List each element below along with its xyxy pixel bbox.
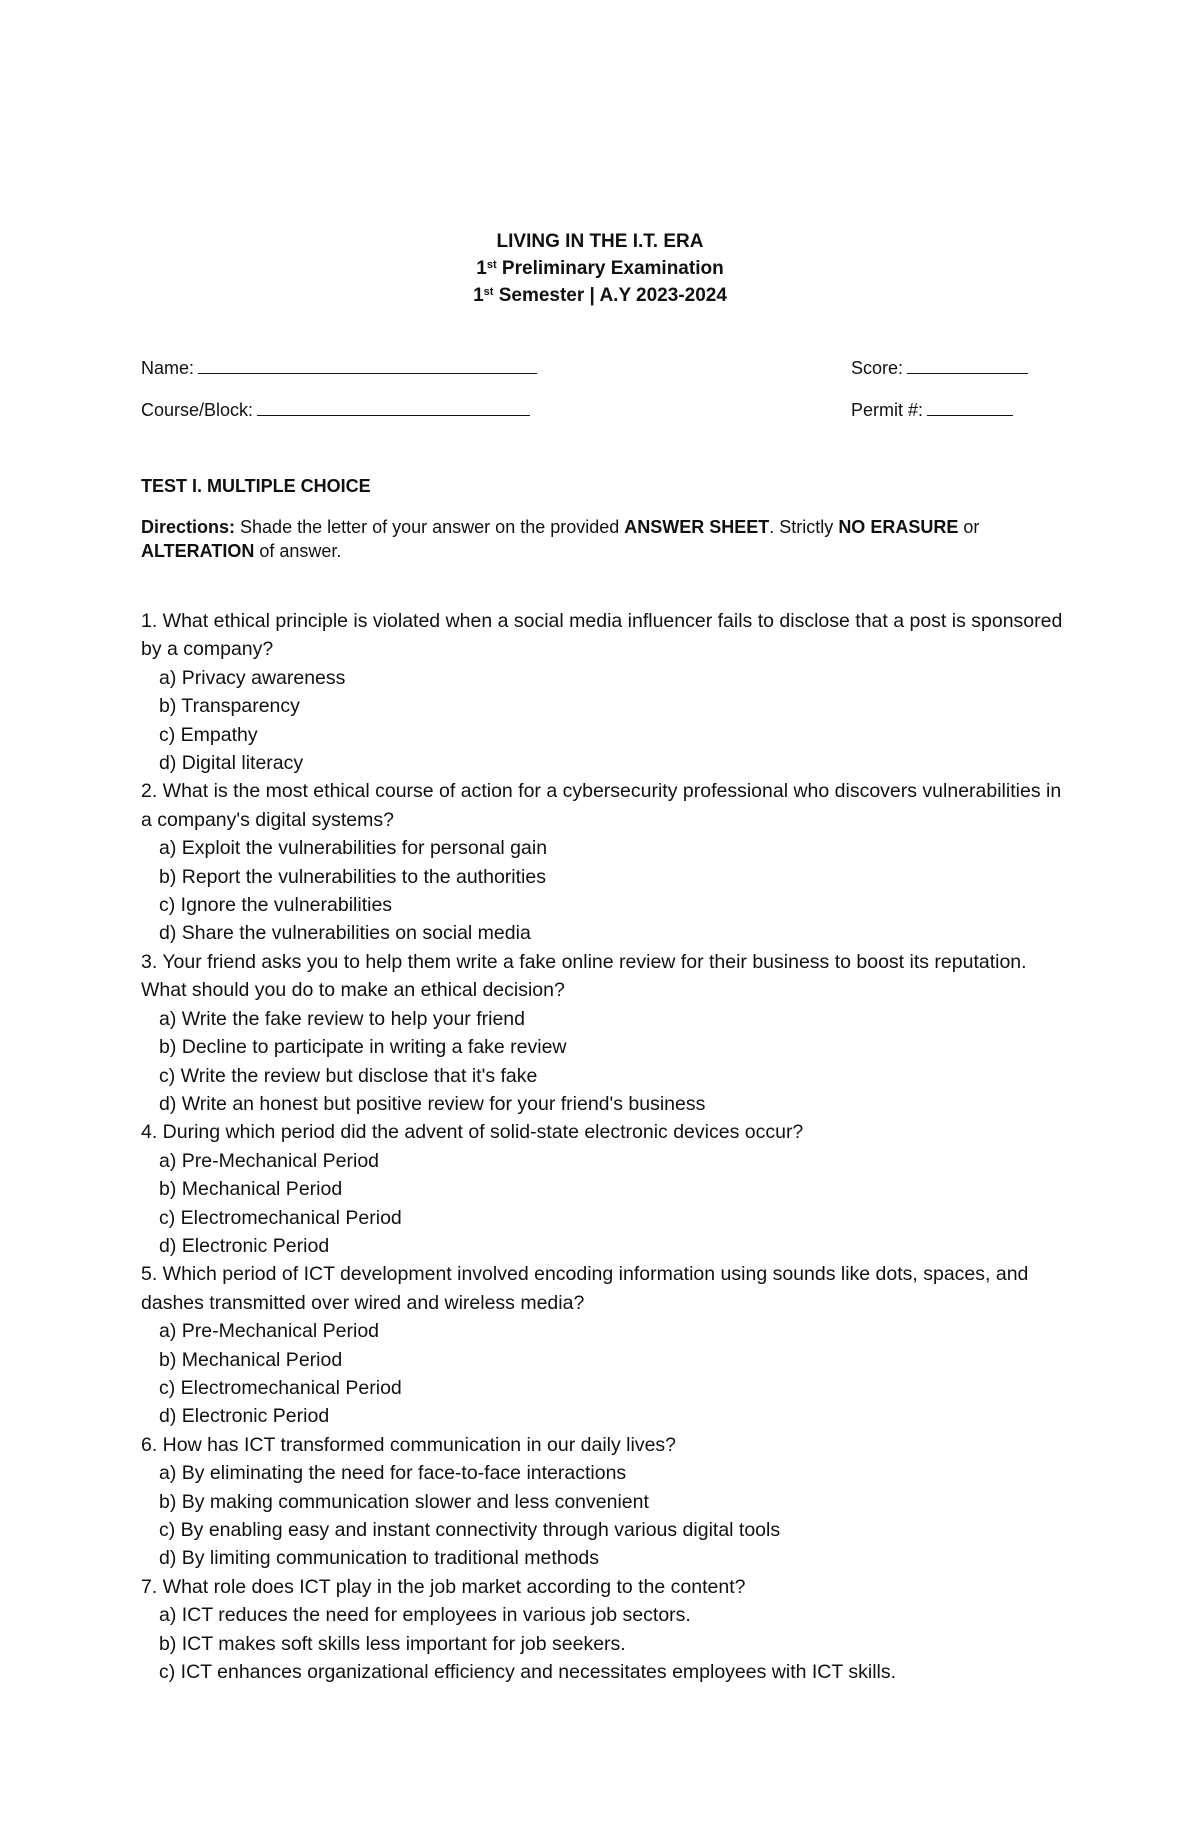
answer-sheet-emphasis: ANSWER SHEET: [624, 517, 770, 537]
question-item: [141, 1431, 1076, 1573]
directions-text-3: or: [958, 517, 980, 537]
question-text: 1. What ethical principle is violated when a social media influencer fails to disclose that a post is sponsored by a company?: [141, 610, 1063, 661]
answer-choice: b) Decline to participate in writing a fake review: [159, 1036, 567, 1059]
section-title: TEST I. MULTIPLE CHOICE: [141, 476, 371, 496]
answer-choice: b) Transparency: [159, 695, 300, 718]
directions-label: Directions:: [141, 517, 236, 537]
answer-choice: c) Empathy: [159, 723, 258, 746]
score-blank[interactable]: [907, 355, 1028, 374]
directions-text-4: of answer.: [254, 541, 342, 561]
course-block-blank[interactable]: [257, 397, 530, 416]
question-text: 2. What is the most ethical course of action for a cybersecurity professional who discovers vulnerabilities in a company's digital systems?: [141, 780, 1062, 831]
exam-title: [0, 255, 1200, 282]
directions-text-2: . Strictly: [769, 517, 839, 537]
answer-choice: c) Electromechanical Period: [159, 1376, 402, 1399]
answer-choice: b) By making communication slower and less convenient: [159, 1490, 649, 1513]
directions: [141, 515, 1061, 563]
question-item: [141, 1118, 1076, 1260]
question-item: [141, 1573, 1076, 1687]
question-item: [141, 1260, 1076, 1430]
answer-choice: a) Privacy awareness: [159, 666, 346, 689]
answer-choice: d) Share the vulnerabilities on social media: [159, 922, 531, 945]
semester-number: 1: [473, 285, 484, 306]
answer-choice: c) By enabling easy and instant connectivity through various digital tools: [159, 1519, 781, 1541]
answer-choice: c) Write the review but disclose that it's fake: [159, 1064, 538, 1087]
answer-choice: c) Ignore the vulnerabilities: [159, 894, 393, 917]
answer-choice: d) Write an honest but positive review for your friend's business: [159, 1092, 706, 1115]
answer-choice: a) Pre-Mechanical Period: [159, 1320, 380, 1343]
answer-choice: d) Electronic Period: [159, 1405, 330, 1428]
name-field[interactable]: [141, 355, 537, 379]
question-text: 3. Your friend asks you to help them write a fake online review for their business to boost its reputation. What should you do to make an ethical decision?: [141, 950, 1027, 1002]
question-text: 6. How has ICT transformed communication in our daily lives?: [141, 1433, 677, 1456]
question-text: 5. Which period of ICT development involved encoding information using sounds like dots, spaces, and dashes transmitted over wired and wireless media?: [141, 1263, 1029, 1314]
semester-ordinal: st: [483, 286, 494, 298]
course-block-field[interactable]: [141, 397, 530, 421]
answer-choice: a) By eliminating the need for face-to-face interactions: [159, 1462, 627, 1485]
name-blank[interactable]: [198, 355, 537, 374]
exam-header: [0, 228, 1200, 309]
answer-choice: a) Write the fake review to help your friend: [159, 1007, 525, 1030]
question-item: [141, 777, 1076, 947]
alteration-emphasis: ALTERATION: [141, 541, 255, 561]
score-field[interactable]: [851, 355, 1028, 379]
answer-choice: a) Pre-Mechanical Period: [159, 1149, 380, 1172]
course-title: LIVING IN THE I.T. ERA: [496, 231, 704, 252]
answer-choice: a) Exploit the vulnerabilities for personal gain: [159, 837, 548, 860]
semester-line: [0, 282, 1200, 309]
question-item: [141, 948, 1076, 1118]
permit-blank[interactable]: [927, 397, 1013, 416]
answer-choice: b) Mechanical Period: [159, 1178, 343, 1201]
answer-choice: b) Report the vulnerabilities to the authorities: [159, 865, 546, 888]
permit-label: Permit #:: [851, 400, 924, 420]
course-block-label: Course/Block:: [141, 400, 254, 420]
answer-choice: b) Mechanical Period: [159, 1348, 343, 1371]
no-erasure-emphasis: NO ERASURE: [838, 517, 959, 537]
directions-text-1: Shade the letter of your answer on the provided: [235, 517, 625, 537]
name-label: Name:: [141, 358, 195, 378]
answer-choice: b) ICT makes soft skills less important for job seekers.: [159, 1632, 626, 1655]
question-text: 7. What role does ICT play in the job market according to the content?: [141, 1575, 746, 1598]
answer-choice: d) Digital literacy: [159, 752, 304, 775]
permit-field[interactable]: [851, 397, 1013, 421]
exam-title-number: 1: [476, 258, 487, 279]
answer-choice: d) Electronic Period: [159, 1234, 330, 1257]
exam-title-text: Preliminary Examination: [496, 258, 724, 279]
question-text: 4. During which period did the advent of solid-state electronic devices occur?: [141, 1121, 804, 1144]
answer-choice: d) By limiting communication to traditional methods: [159, 1547, 600, 1570]
score-label: Score:: [851, 358, 904, 378]
question-list: [141, 607, 1076, 1686]
question-item: [141, 607, 1076, 777]
answer-choice: c) Electromechanical Period: [159, 1206, 402, 1229]
answer-choice: a) ICT reduces the need for employees in various job sectors.: [159, 1604, 691, 1627]
exam-title-ordinal: st: [486, 259, 497, 271]
answer-choice: c) ICT enhances organizational efficiency and necessitates employees with ICT skills.: [159, 1661, 897, 1684]
semester-text: Semester | A.Y 2023-2024: [493, 285, 727, 306]
